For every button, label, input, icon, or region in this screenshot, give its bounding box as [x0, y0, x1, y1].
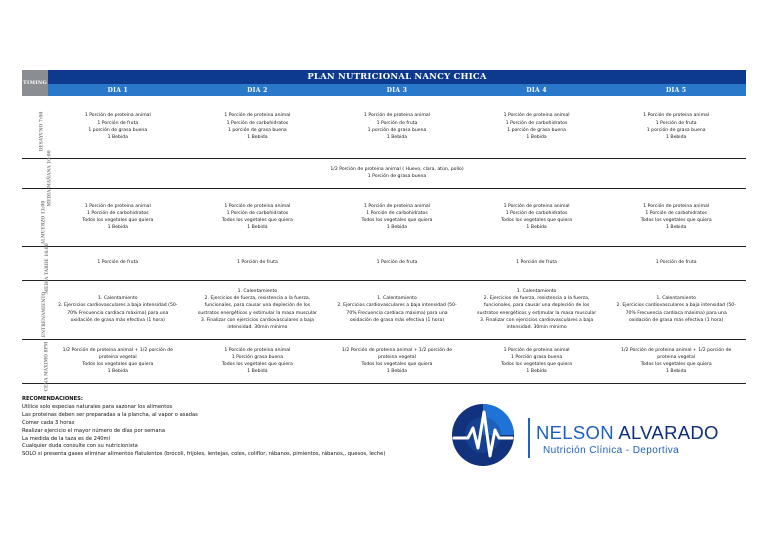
meal-line: Todos los vegetales que quiera	[640, 362, 712, 367]
meal-line: Todos los vegetales que quiera	[221, 362, 293, 367]
meal-line: 2. Ejercicios cardiovasculares a baja intensidad (50-	[616, 303, 736, 309]
meal-line: 1 Porción de grasa buena	[367, 174, 427, 179]
meal-line: 1 Porción de proteina animal	[364, 203, 430, 209]
brand-name	[536, 422, 719, 444]
recommendation-item: Utilice solo especias naturales para sazonar los alimentos	[22, 403, 173, 410]
meal-line: 1 Porción de fruta	[516, 260, 557, 266]
brand-first-name: NELSON	[536, 422, 614, 443]
meal-line: 1/2 Porción de proteina animal + 1/2 porción de	[341, 347, 453, 353]
meal-row	[22, 96, 746, 158]
meal-cell	[188, 339, 328, 383]
meal-line: 1 Porción de proteina animal	[643, 203, 710, 209]
meal-line: 3. Finalizar con ejercicios cardiovasculares a baja	[200, 317, 314, 323]
meal-row	[22, 158, 746, 188]
nutrition-plan	[22, 70, 746, 391]
meal-line: 1. Calentamiento	[516, 288, 557, 294]
recommendation-item: Realizar ejercicio el mayor número de días por semana	[22, 427, 165, 434]
meal-line: 1 porción de grasa buena	[646, 127, 706, 133]
meal-line: 1 Porción de carbohidratos	[226, 210, 289, 216]
recommendation-item: Comer cada 3 horas	[22, 419, 75, 426]
meal-line: 1 Porción de proteina animal	[224, 347, 291, 353]
meal-line: 1 Porción de fruta	[236, 260, 278, 266]
recommendations	[22, 396, 385, 459]
meal-line: 1 Bebida	[247, 369, 268, 375]
meal-line: 1 Porción de carbohidratos	[87, 210, 149, 216]
meal-line: 1 Bebida	[247, 225, 268, 231]
meal-line: 1 Porción de proteina animal	[503, 113, 570, 119]
meal-line: 1 Porción de carbohidratos	[505, 120, 568, 126]
meal-line: Todos los vegetales que quiera	[501, 362, 573, 367]
meal-line: 1/2 Porción de proteina animal ( Huevo, clara, atún, pollo)	[330, 166, 464, 172]
meal-cell	[606, 96, 746, 158]
meal-line: 1 porción de grasa buena	[88, 127, 148, 133]
meal-line: Todos los vegetales que quiera	[361, 362, 433, 367]
meal-line: 1 Bebida	[526, 134, 547, 140]
timing-header: TIMING	[22, 70, 48, 96]
meal-time-text: MEDIA TARDE 16:00	[44, 242, 50, 294]
day-header: DIA 3	[327, 84, 467, 96]
meal-line: 1 Bebida	[107, 225, 128, 231]
meal-cell	[467, 96, 607, 158]
meal-cell	[48, 96, 188, 158]
recommendation-item: La medida de la taza es de 240ml	[22, 435, 111, 442]
meal-line: 1. Calentamiento	[377, 296, 417, 302]
meal-cell	[188, 246, 328, 280]
meal-line: 2. Ejercicios de fuerza, resistencia a la fuerza,	[483, 296, 590, 302]
meal-cell	[327, 96, 467, 158]
meal-line: 1 Porción de fruta	[376, 260, 418, 266]
meal-time-label	[22, 339, 50, 391]
meal-row	[22, 339, 746, 383]
meal-cell	[48, 188, 188, 246]
meal-line: 1 porción de grasa buena	[507, 127, 566, 133]
recommendation-item: SOLO si presenta gases eliminar alimentos flatulentos (brócoli, frijoles, lentejas, coles, coliflor, rábanos, pimientos, rábanos,, quesos, leche)	[22, 451, 386, 458]
recommendation-item: Las proteinas deben ser preparadas a la plancha, al vapor o asadas	[22, 411, 198, 418]
meal-line: Todos los vegetales que quiera	[221, 218, 293, 223]
meal-line: funcionales, para causar una depleción de los	[483, 303, 590, 309]
meal-line: 70% Frecuencia cardiaca máxima) para una	[625, 310, 727, 316]
meal-line: 1 Porción de fruta	[97, 120, 139, 126]
meal-line: 2. Ejercicios de fuerza, resistencia a la fuerza,	[204, 296, 311, 302]
meal-line: 1 Bebida	[526, 369, 547, 375]
meal-cell	[606, 246, 746, 280]
meal-line: Todos los vegetales que quiera	[640, 218, 712, 223]
meal-line: oxidación de grasa más efectiva (1 hora)	[629, 317, 724, 323]
meal-line: 1 Bebida	[666, 225, 687, 231]
meal-line: 1 Porción de carbohidratos	[645, 210, 707, 216]
brand-last-name: ALVARADO	[618, 422, 719, 443]
meal-cell	[188, 188, 328, 246]
meal-line: 1 Bebida	[386, 134, 408, 140]
meal-line: 1 Bebida	[107, 134, 128, 140]
meal-cell	[467, 188, 607, 246]
recommendation-item: Cualquier duda consulte con su nutricionista	[22, 443, 138, 450]
meal-line: 1 porción de grasa buena	[367, 127, 427, 133]
heartbeat-logo-icon	[448, 400, 518, 470]
meal-line: 1 Porción de proteina animal	[503, 203, 570, 209]
meal-cell	[606, 188, 746, 246]
meal-line: intensidad. 30min mínimo	[227, 324, 288, 330]
meal-line: Todos los vegetales que quiera	[361, 218, 433, 223]
meal-row	[22, 246, 746, 280]
meal-line: 1 Porción de fruta	[376, 120, 418, 126]
meal-cell	[48, 339, 188, 383]
plan-title: PLAN NUTRICIONAL NANCY CHICA	[48, 70, 746, 84]
day-header: DIA 1	[48, 84, 188, 96]
meal-line: 1 Porción de proteina animal	[84, 203, 151, 209]
meal-line: 1. Calentamiento	[237, 288, 278, 294]
brand-subtitle: Nutrición Clínica - Deportiva	[543, 445, 680, 456]
meal-line: 1 Porción de proteina animal	[224, 203, 291, 209]
brand-logo	[448, 400, 748, 470]
meal-line: 1 Porción de proteina animal	[84, 113, 151, 119]
meal-line: 1 Porción grasa buena	[231, 354, 284, 360]
day-header: DIA 4	[467, 84, 607, 96]
meal-line: 1/2 Porción de proteina animal + 1/2 porción de	[62, 347, 173, 353]
meal-line: 1 Porción grasa buena	[510, 354, 563, 360]
plan-table	[22, 70, 746, 391]
meal-line: 1 Porción de carbohidratos	[505, 210, 568, 216]
meal-line: 1 Porción de fruta	[97, 260, 139, 266]
logo-divider	[528, 418, 530, 458]
meal-line: 1. Calentamiento	[656, 296, 696, 302]
meal-line: 1 Porción de fruta	[655, 120, 697, 126]
meal-line: 1 Bebida	[526, 225, 547, 231]
meal-line: sustratos energéticos y estimular la masa muscular	[197, 310, 317, 316]
meal-line: 70% Frecuencia cardiaca máxima) para una	[67, 310, 169, 316]
meal-line: 1 Porción de proteina animal	[503, 347, 570, 353]
meal-line: 1 Porción de proteina animal	[224, 113, 291, 119]
meal-line: Todos los vegetales que quiera	[501, 218, 573, 223]
meal-time-label	[22, 188, 48, 246]
meal-cell-merged	[48, 158, 746, 188]
meal-line: proteina vegetal	[378, 354, 416, 360]
meal-time-label	[22, 242, 50, 294]
day-header: DIA 2	[188, 84, 328, 96]
meal-line: oxidación de grasa más efectiva (1 hora)	[349, 317, 445, 323]
meal-cell	[606, 280, 746, 339]
meal-line: funcionales, para causar una depleción de los	[204, 303, 311, 309]
meal-line: 70% Frecuencia cardiaca máxima) para una	[346, 310, 448, 316]
day-header: DIA 5	[606, 84, 746, 96]
meal-line: 1 Porción de carbohidratos	[226, 120, 289, 126]
meal-line: 1 Bebida	[247, 134, 268, 140]
meal-line: 1. Calentamiento	[97, 296, 138, 302]
meal-line: 1 Porción de proteina animal	[364, 113, 430, 119]
meal-time-label	[22, 149, 53, 207]
meal-line: 1/2 Porción de proteina animal + 1/2 porción de	[621, 347, 732, 353]
meal-line: 1 Porción de proteina animal	[643, 113, 710, 119]
meal-cell	[48, 280, 188, 339]
meal-cell	[327, 280, 467, 339]
meal-cell	[48, 246, 188, 280]
meal-cell	[327, 246, 467, 280]
meal-time-text: MEDIA MAÑANA 10:00	[47, 149, 53, 207]
meal-cell	[606, 339, 746, 383]
meal-line: 1 Bebida	[386, 225, 408, 231]
meal-cell	[327, 188, 467, 246]
meal-line: sustratos energéticos y estimular la masa muscular	[477, 310, 597, 316]
meal-cell	[467, 246, 607, 280]
meal-line: proteina vegetal	[98, 354, 137, 360]
meal-cell	[188, 280, 328, 339]
meal-time-label	[22, 96, 48, 158]
meal-line: 1 Bebida	[666, 134, 687, 140]
meal-time-text: CENA MÁXIMO 8PM	[44, 341, 50, 391]
meal-cell	[188, 96, 328, 158]
meal-line: 2. Ejercicios cardiovasculares a baja intensidad (50-	[58, 303, 178, 309]
meal-line: proteina vegetal	[657, 354, 696, 360]
meal-line: 2. Ejercicios cardiovasculares a baja intensidad (50-	[337, 303, 457, 309]
meal-line: 1 Porción de carbohidratos	[366, 210, 428, 216]
meal-cell	[467, 339, 607, 383]
meal-time-text: DESAYUNO 7:00	[39, 111, 45, 152]
meal-line: 1 Porción de fruta	[655, 260, 697, 266]
meal-time-text: ALMUERZO 13:00	[41, 200, 47, 244]
day-header-row	[22, 84, 746, 96]
meal-line: 1 porción de grasa buena	[228, 127, 287, 133]
meal-row	[22, 280, 746, 339]
meal-line: 1 Bebida	[386, 369, 408, 375]
meal-line: oxidación de grasa más efectiva (1 hora)	[70, 317, 165, 323]
meal-line: 3. Finalizar con ejercicios cardiovasculares a baja	[480, 317, 594, 323]
meal-row	[22, 188, 746, 246]
meal-line: 1 Bebida	[666, 369, 687, 375]
meal-time-text: ENTRENAMIENTO	[42, 291, 48, 338]
meal-line: Todos los vegetales que quiera	[82, 218, 154, 223]
recommendations-title: RECOMENDACIONES:	[22, 396, 83, 402]
meal-line: Todos los vegetales que quiera	[82, 362, 154, 367]
meal-cell	[467, 280, 607, 339]
meal-line: 1 Bebida	[107, 369, 128, 375]
meal-line: intensidad. 30min mínimo	[506, 324, 567, 330]
meal-cell	[327, 339, 467, 383]
